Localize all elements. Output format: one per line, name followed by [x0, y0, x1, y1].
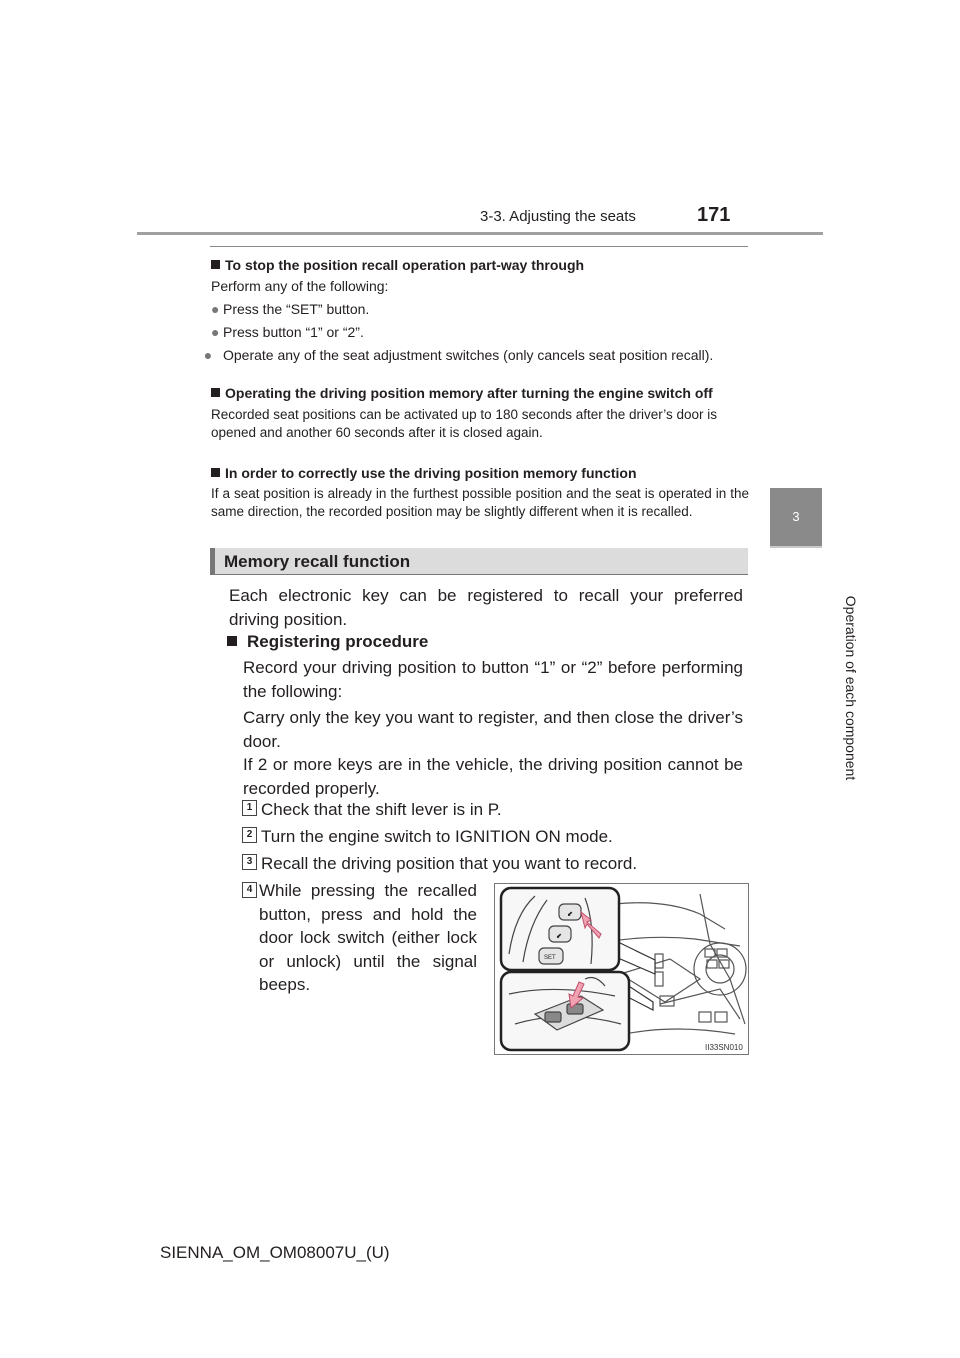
header-section-title: 3-3. Adjusting the seats [480, 208, 636, 225]
note-text: Recorded seat positions can be activated up to 180 seconds after the driver’s door is opened and another 60 seconds after it is closed again. [211, 407, 718, 440]
step-number-4: 4 [242, 882, 257, 898]
note-text: If a seat position is already in the furthest possible position and the seat is operated in the same direction, the recorded position may be slightly different when it is recalled. [211, 486, 749, 519]
note-heading: To stop the position recall operation part-way through [211, 256, 749, 275]
memory-button-1-glyph: ⬋ [567, 911, 573, 918]
page-number: 171 [697, 204, 731, 226]
list-item: ● Press the “SET” button. [211, 301, 370, 317]
illustration-door-switch [494, 883, 749, 1055]
square-bullet-icon [211, 468, 220, 477]
step-number-2: 2 [242, 827, 257, 843]
square-bullet-icon [211, 260, 220, 269]
chapter-tab: 3 [770, 488, 822, 546]
step-number-3: 3 [242, 854, 257, 870]
chapter-title: Operation of each component [843, 595, 859, 781]
note-intro: Perform any of the following: [211, 278, 389, 294]
step-number-1: 1 [242, 800, 257, 816]
circle-bullet-icon: ● [203, 347, 213, 363]
para-record: Record your driving position to button “1” or “2” before performing the following: [243, 658, 743, 701]
header-rule [137, 232, 823, 235]
chapter-tab-divider [770, 546, 822, 548]
step-text-2: Turn the engine switch to IGNITION ON mode. [261, 827, 613, 846]
step-text-3: Recall the driving position that you want to record. [261, 854, 638, 873]
square-outline-bullet-icon [227, 636, 237, 646]
subheading: Registering procedure [227, 630, 428, 654]
door-panel-illustration [495, 884, 749, 1055]
memory-button-2-glyph: ⬋ [556, 933, 562, 940]
list-item: ● Press button “1” or “2”. [211, 324, 364, 340]
para-carry-key: Carry only the key you want to register, and then close the driver’s door. [243, 708, 743, 751]
illustration-code: II33SN010 [705, 1043, 743, 1052]
note-correct-use [211, 464, 749, 521]
circle-bullet-icon: ● [211, 324, 220, 340]
step-text-4: While pressing the recalled button, press and hold the door lock switch (either lock or unlock) until the signal beeps. [259, 881, 477, 994]
footer-doc-id: SIENNA_OM_OM08007U_(U) [160, 1243, 390, 1262]
note-stop-recall [203, 256, 749, 365]
note-heading: In order to correctly use the driving position memory function [211, 464, 749, 483]
note-engine-off [211, 384, 749, 442]
note-heading: Operating the driving position memory after turning the engine switch off [211, 384, 749, 403]
circle-bullet-icon: ● [211, 301, 220, 317]
para-multiple-keys: If 2 or more keys are in the vehicle, the driving position cannot be recorded properly. [243, 755, 743, 798]
notes-top-rule [210, 246, 748, 247]
square-bullet-icon [211, 388, 220, 397]
step-text-1: Check that the shift lever is in P. [261, 800, 502, 819]
list-item: ● Operate any of the seat adjustment switches (only cancels seat position recall). [203, 347, 714, 363]
section-intro: Each electronic key can be registered to recall your preferred driving position. [229, 586, 743, 629]
set-button-label: SET [544, 955, 556, 961]
section-title: Memory recall function [224, 552, 411, 571]
